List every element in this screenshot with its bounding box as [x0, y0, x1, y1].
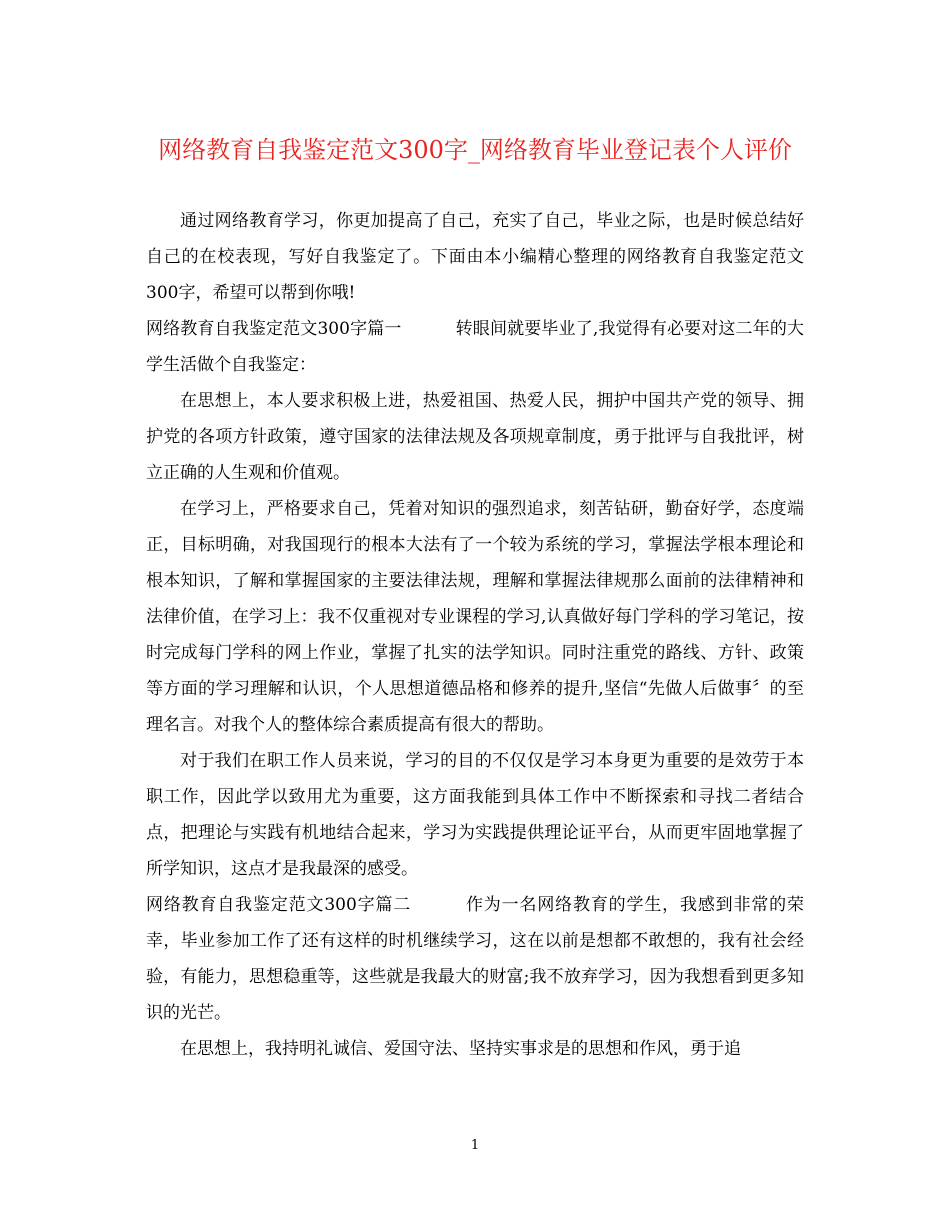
section-2-heading: 网络教育自我鉴定范文300字篇二 [146, 895, 412, 915]
intro-paragraph: 通过网络教育学习，你更加提高了自己，充实了自己，毕业之际，也是时候总结好自己的在校表现，写好自我鉴定了。下面由本小编精心整理的网络教育自我鉴定范文300字，希望可以帮到你哦! [146, 211, 804, 303]
section-1-paragraph-study: 在学习上，严格要求自己，凭着对知识的强烈追求，刻苦钻研，勤奋好学，态度端正，目标明确，对我国现行的根本大法有了一个较为系统的学习，掌握法学根本理论和根本知识，了解和掌握国家的主要法律法规，理解和掌握法律规那么面前的法律精神和法律价值，在学习上：我不仅重视对专业课程的学习,认真做好每门学科的学习笔记，按时完成每门学科的网上作业，掌握了扎实的法学知识。同时注重党的路线、方针、政策等方面的学习理解和认识，个人思想道德品格和修养的提升,坚信“先做人后做事〞的至理名言。对我个人的整体综合素质提高有很大的帮助。 [146, 499, 804, 735]
section-1-lead: 转眼间就要毕业了,我觉得有必要对这二年的大学生活做个自我鉴定： [146, 319, 805, 375]
document-title: 网络教育自我鉴定范文300字_网络教育毕业登记表个人评价 [158, 136, 792, 164]
section-1-heading: 网络教育自我鉴定范文300字篇一 [146, 319, 402, 339]
section-2 [146, 887, 804, 1031]
section-1-paragraph-work: 对于我们在职工作人员来说，学习的目的不仅仅是学习本身更为重要的是效劳于本职工作，因此学以致用尤为重要，这方面我能到具体工作中不断探索和寻找二者结合点，把理论与实践有机地结合起来，学习为实践提供理论证平台，从而更牢固地掌握了所学知识，这点才是我最深的感受。 [146, 751, 804, 879]
page-number: 1 [470, 1138, 480, 1153]
section-2-paragraph-thought: 在思想上，我持明礼诚信、爱国守法、坚持实事求是的思想和作风，勇于追 [180, 1039, 741, 1059]
section-2-lead: 作为一名网络教育的学生，我感到非常的荣幸，毕业参加工作了还有这样的时机继续学习，这在以前是想都不敢想的，我有社会经验，有能力，思想稳重等，这些就是我最大的财富;我不放弃学习，因为我想看到更多知识的光芒。 [146, 895, 805, 1023]
document-body [146, 203, 804, 1067]
section-1 [146, 311, 804, 383]
section-1-paragraph-thought: 在思想上，本人要求积极上进，热爱祖国、热爱人民，拥护中国共产党的领导、拥护党的各项方针政策，遵守国家的法律法规及各项规章制度，勇于批评与自我批评，树立正确的人生观和价值观。 [146, 391, 804, 483]
